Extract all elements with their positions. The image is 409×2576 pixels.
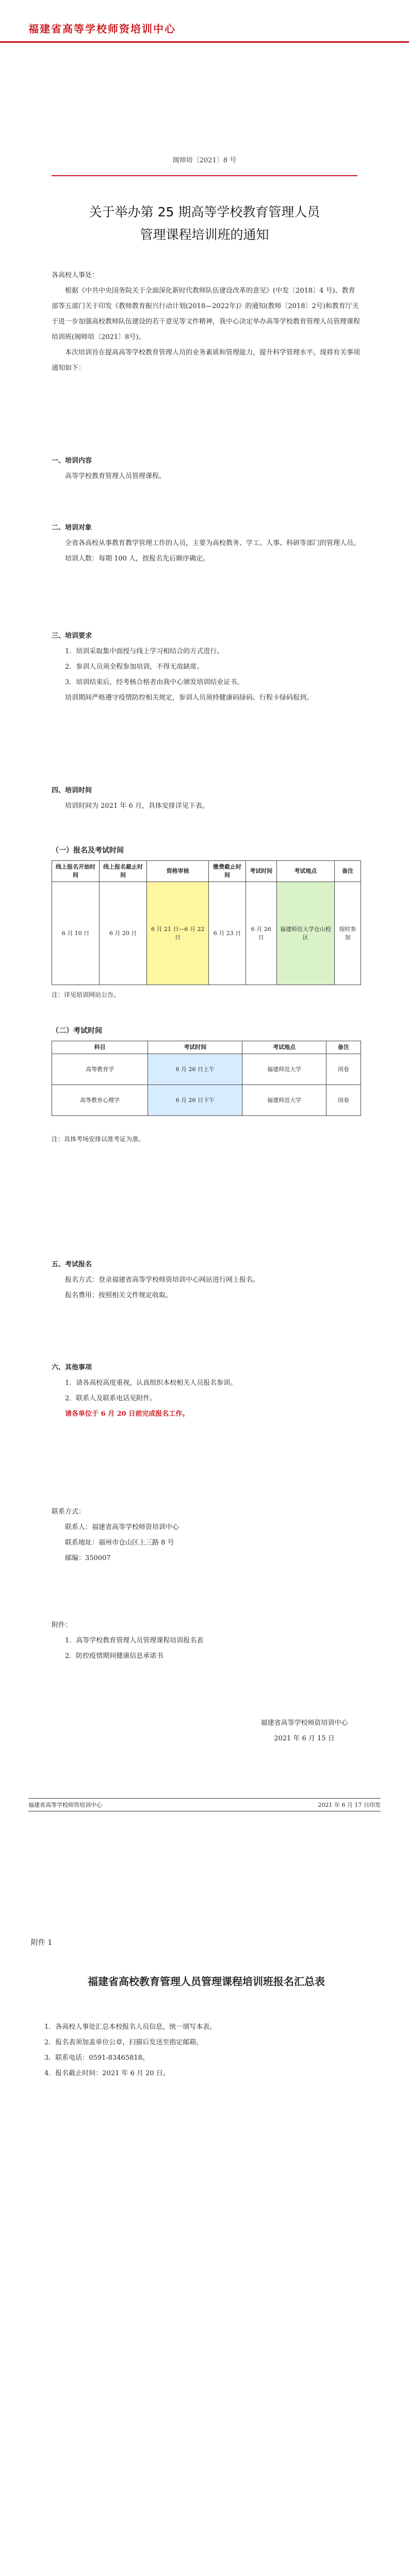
table-cell: 6 月 23 日	[209, 882, 246, 985]
intro-paragraph-2: 本次培训旨在提高高等学校教育管理人员的业务素质和管理能力，提升科学管理水平。现将有关事项通知如下：	[52, 349, 361, 372]
section-item: 2．参训人员须全程参加培训，不得无故缺席。	[65, 663, 204, 671]
document-number: 闽师培〔2021〕8 号	[172, 157, 237, 164]
section-heading: 一、培训内容	[52, 457, 92, 465]
section-notice: 请各单位于 6 月 20 日前完成报名工作。	[65, 1410, 189, 1418]
section-1	[52, 453, 361, 484]
section-heading: 三、培训要求	[52, 632, 92, 640]
schedule-table-2	[52, 1041, 361, 1116]
table-cell: 按时参加	[335, 882, 361, 985]
footer-print-date: 2021 年 6 月 17 日印发	[318, 1802, 381, 1808]
signature-block	[227, 1716, 382, 1747]
section-3	[52, 629, 361, 706]
doc-number-red-rule	[52, 175, 357, 176]
table-header-cell: 线上报名截止时间	[100, 861, 147, 882]
section-2	[52, 520, 361, 567]
attachment-1-body	[31, 2020, 382, 2081]
section-text: 高等学校教育管理人员管理课程。	[65, 472, 166, 480]
table-header-cell: 考试地点	[276, 861, 334, 882]
attachment-1-label: 附件 1	[31, 1939, 53, 1947]
table-cell: 闭卷	[326, 1085, 361, 1116]
section-item: 2．联系人及联系电话见附件。	[65, 1395, 157, 1402]
table-cell: 6 月 26 日	[246, 882, 276, 985]
section-item: 报名费用：按照相关文件规定收取。	[65, 1292, 173, 1299]
section-item: 培训人数：每期 100 人，按报名先后顺序确定。	[65, 555, 210, 563]
attachments-heading: 附件：	[52, 1621, 72, 1629]
title-line-2: 管理课程培训班的通知	[140, 227, 269, 242]
table-header-cell: 考试地点	[242, 1041, 326, 1054]
table-header-cell: 考试时间	[246, 861, 276, 882]
schedule-table-1	[52, 860, 361, 985]
section-heading: 五、考试报名	[52, 1261, 92, 1268]
table-cell: 6 月 10 日	[52, 882, 100, 985]
signature-org: 福建省高等学校师资培训中心	[260, 1719, 348, 1727]
footer-issuer: 福建省高等学校师资培训中心	[28, 1802, 102, 1808]
issuing-org-header: 福建省高等学校师资培训中心	[28, 23, 176, 35]
intro-paragraph-1: 根据《中共中央国务院关于全面深化新时代教师队伍建设改革的意见》(中发〔2018〕4 号)、教育部等五部门关于印发《教师教育振兴行动计划(2018—2022年)》的通知(教师〔2018〕2号)和教育厅关于进一步加强高校教师队伍建设的若干意见等文件精神，我中心决定举办高等学校教育管理人员管理课程培训班(闽师培〔2021〕8号)。	[52, 287, 361, 341]
table-cell: 高等教育心理学	[52, 1085, 148, 1116]
table-cell: 6 月 20 日	[100, 882, 147, 985]
contact-line: 邮编：350007	[65, 1554, 111, 1562]
table-1-caption: （一）报名及考试时间	[52, 846, 124, 855]
table-header-cell: 科目	[52, 1041, 148, 1054]
section-item: 报名方式：登录福建省高等学校师资培训中心网站进行网上报名。	[65, 1276, 260, 1284]
table-cell: 6 月 26 日上午	[148, 1054, 242, 1085]
table-cell: 闭卷	[326, 1054, 361, 1085]
table-1-note: 注：详见培训网站公告。	[52, 991, 120, 998]
section-item: 1．培训采取集中面授与线上学习相结合的方式进行。	[65, 648, 224, 655]
table-2-caption: （二）考试时间	[52, 1027, 102, 1035]
table-row	[52, 882, 361, 985]
section-text: 培训时间为 2021 年 6 月，具体安排详见下表。	[65, 802, 209, 810]
table-header-cell: 线上报名开始时间	[52, 861, 100, 882]
table-header-cell: 考试时间	[148, 1041, 242, 1054]
table-cell: 6 月 26 日下午	[148, 1085, 242, 1116]
table-header-cell: 备注	[335, 861, 361, 882]
title-line-1: 关于举办第 25 期高等学校教育管理人员	[89, 205, 320, 219]
table-cell: 6 月 21 日—6 月 22 日	[147, 882, 209, 985]
section-item: 全省各高校从事教育教学管理工作的人员，主要为高校教务、学工、人事、科研等部门的管理人员。	[65, 539, 361, 547]
contact-line: 联系人：福建省高等学校师资培训中心	[65, 1523, 179, 1531]
attachment-1-title: 福建省高校教育管理人员管理课程培训班报名汇总表	[88, 1975, 325, 1988]
table-cell: 福建师范大学	[242, 1054, 326, 1085]
table-row	[52, 1085, 361, 1116]
contacts-block	[52, 1504, 361, 1566]
contacts-heading: 联系方式：	[52, 1508, 86, 1516]
table-cell: 福建师范大学仓山校区	[276, 882, 334, 985]
table-2-note-block	[52, 1133, 361, 1145]
table-1-note-block	[52, 989, 361, 1001]
attachment-1-paragraph: 3．联系电话：0591-83465818。	[44, 2054, 149, 2062]
section-item: 3．培训结束后，经考核合格者由我中心颁发培训结业证书。	[65, 679, 244, 686]
table-cell: 高等教育学	[52, 1054, 148, 1085]
attachments-list	[52, 1618, 361, 1664]
table-cell: 福建师范大学	[242, 1085, 326, 1116]
table-header-row	[52, 1041, 361, 1054]
section-text: 培训期间严格遵守疫情防控相关规定，参训人员须持健康码绿码、行程卡绿码报到。	[65, 694, 314, 702]
attachment-link-2[interactable]: 2．防控疫情期间健康信息承诺书	[65, 1652, 163, 1660]
attachment-link-1[interactable]: 1．高等学校教育管理人员管理课程培训报名表	[65, 1637, 204, 1645]
table-header-cell: 资格审核	[147, 861, 209, 882]
table-header-row	[52, 861, 361, 882]
salutation: 各高校人事处：	[52, 272, 99, 279]
section-6	[52, 1360, 361, 1422]
header-red-rule	[0, 41, 409, 43]
attachment-1-paragraph: 2．报名表须加盖单位公章，扫描后发送至指定邮箱。	[44, 2039, 203, 2046]
attachment-1-paragraph: 4．报名截止时间：2021 年 6 月 20 日。	[44, 2070, 170, 2077]
section-5	[52, 1257, 361, 1303]
table-row	[52, 1054, 361, 1085]
table-2-note: 注：具体考场安排以准考证为准。	[52, 1136, 145, 1143]
signature-date: 2021 年 6 月 15 日	[274, 1735, 335, 1742]
section-heading: 二、培训对象	[52, 524, 92, 532]
document-title	[0, 201, 409, 246]
body-intro	[52, 268, 361, 376]
section-4	[52, 783, 361, 814]
table-header-cell: 缴费截止时间	[209, 861, 246, 882]
section-heading: 四、培训时间	[52, 787, 92, 794]
table-header-cell: 备注	[326, 1041, 361, 1054]
contact-line: 联系地址：福州市仓山区上三路 8 号	[65, 1539, 174, 1547]
section-item: 1．请各高校高度重视，认真组织本校相关人员报名参训。	[65, 1379, 237, 1387]
section-heading: 六、其他事项	[52, 1364, 92, 1371]
print-footer	[28, 1798, 381, 1811]
attachment-1-paragraph: 1．各高校人事处汇总本校报名人员信息，统一填写本表。	[44, 2023, 217, 2031]
